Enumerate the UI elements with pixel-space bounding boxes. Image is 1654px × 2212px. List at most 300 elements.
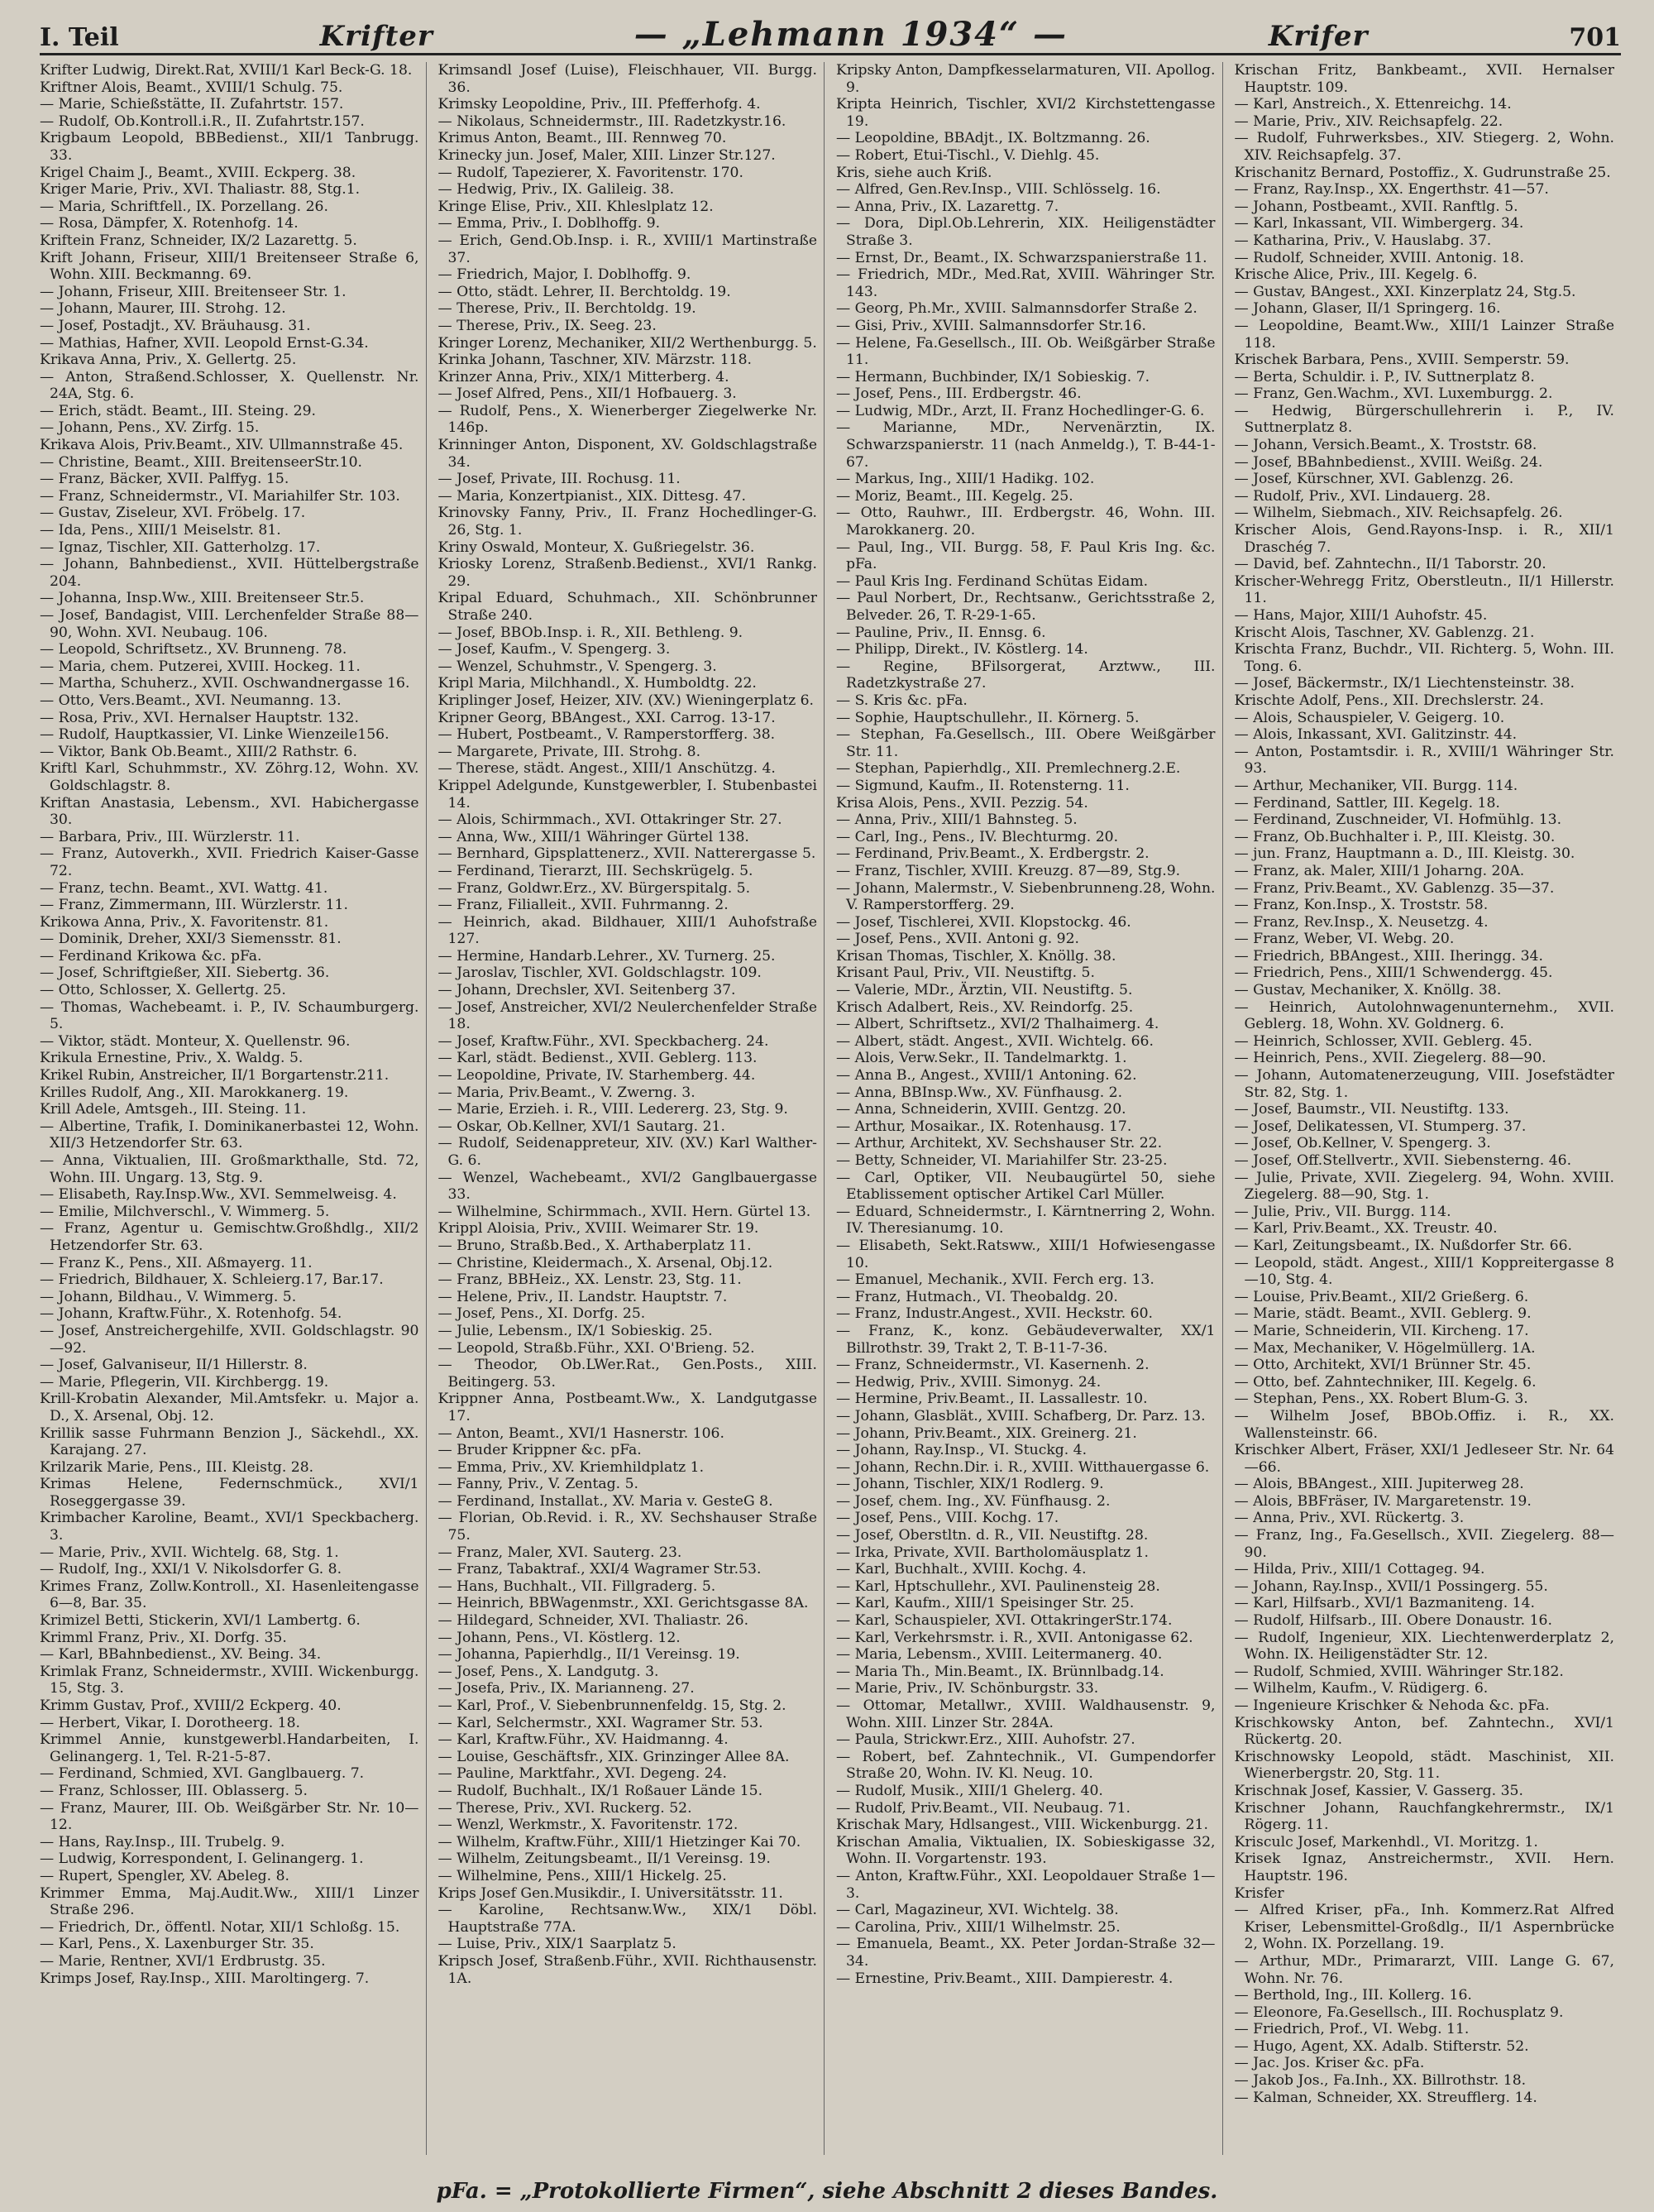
directory-entry: — Rudolf, Ob.Kontroll.i.R., II. Zufahrtstr.157. bbox=[40, 113, 365, 130]
directory-entry: Krikava Alois, Priv.Beamt., XIV. Ullmannstraße 45. bbox=[40, 437, 404, 454]
directory-entry: — Hermann, Buchbinder, IX/1 Sobieskig. 7. bbox=[836, 368, 1150, 385]
directory-entry: — Mathias, Hafner, XVII. Leopold Ernst-G.34. bbox=[40, 334, 369, 352]
directory-entry: — Oskar, Ob.Kellner, XVI/1 Sautarg. 21. bbox=[437, 1118, 725, 1135]
directory-entry: Krischnak Josef, Kassier, V. Gasserg. 35. bbox=[1234, 1782, 1523, 1799]
directory-entry: — Helene, Priv., II. Landstr. Hauptstr. 7. bbox=[437, 1288, 728, 1305]
directory-entry: — Anna, BBInsp.Ww., XV. Fünfhausg. 2. bbox=[836, 1084, 1123, 1101]
directory-entry: Krisch Adalbert, Reis., XV. Reindorfg. 25. bbox=[836, 998, 1134, 1016]
directory-entry: Krischker Albert, Fräser, XXI/1 Jedleseer Str. Nr. 64—66. bbox=[1234, 1442, 1614, 1476]
directory-entry: — Franz, Priv.Beamt., XV. Gablenzg. 35—37. bbox=[1234, 879, 1555, 897]
page-header bbox=[40, 15, 1621, 55]
directory-entry: — Johann, Pens., XV. Zirfg. 15. bbox=[40, 419, 260, 437]
directory-entry: — Anton, Straßend.Schlosser, X. Quellenstr. Nr. 24A, Stg. 6. bbox=[40, 368, 419, 403]
directory-entry: — Josef, Kraftw.Führ., XVI. Speckbacherg. 24. bbox=[437, 1032, 769, 1050]
directory-entry: — Hugo, Agent, XX. Adalb. Stifterstr. 52. bbox=[1234, 2037, 1529, 2055]
directory-entry: Kripal Eduard, Schuhmach., XII. Schönbrunner Straße 240. bbox=[437, 590, 817, 624]
directory-entry: — Fanny, Priv., V. Zentag. 5. bbox=[437, 1476, 638, 1493]
directory-entry: — Otto, Architekt, XVI/1 Brünner Str. 45. bbox=[1234, 1357, 1532, 1374]
directory-entry: — Ferdinand, Schmied, XVI. Ganglbauerg. 7. bbox=[40, 1765, 365, 1783]
directory-entry: — Maria, Priv.Beamt., V. Zwerng. 3. bbox=[437, 1084, 696, 1101]
directory-entry: — Leopold, Schriftsetz., XV. Brunneng. 78. bbox=[40, 641, 347, 658]
directory-entry: — Rudolf, Fuhrwerksbes., XIV. Stiegerg. 2, Wohn. XIV. Reichsapfelg. 37. bbox=[1234, 130, 1614, 164]
directory-entry: — Josef, Pens., X. Landgutg. 3. bbox=[437, 1663, 659, 1680]
directory-entry: — Franz, K., konz. Gebäudeverwalter, XX/1 Billrothstr. 39, Trakt 2, T. B-11-7-36. bbox=[836, 1322, 1216, 1357]
directory-entry: Krimps Josef, Ray.Insp., XIII. Maroltingerg. 7. bbox=[40, 1970, 370, 1987]
directory-entry: — Nikolaus, Schneidermstr., III. Radetzkystr.16. bbox=[437, 113, 786, 130]
column-3 bbox=[836, 62, 1223, 2155]
directory-entry: — Josefa, Priv., IX. Marianneng. 27. bbox=[437, 1680, 695, 1697]
directory-entry: Krisculc Josef, Markenhdl., VI. Moritzg. 1. bbox=[1234, 1833, 1538, 1851]
directory-entry: — Wenzl, Werkmstr., X. Favoritenstr. 172. bbox=[437, 1817, 739, 1834]
directory-entry: — Ferdinand, Priv.Beamt., X. Erdbergstr. 2. bbox=[836, 845, 1150, 863]
directory-entry: — Theodor, Ob.LWer.Rat., Gen.Posts., XIII. Beitingerg. 53. bbox=[437, 1357, 817, 1391]
directory-entry: Krisan Thomas, Tischler, X. Knöllg. 38. bbox=[836, 947, 1116, 965]
directory-entry: Kriger Marie, Priv., XVI. Thaliastr. 88, Stg.1. bbox=[40, 181, 361, 199]
directory-entry: — Josef, Galvaniseur, II/1 Hillerstr. 8. bbox=[40, 1357, 308, 1374]
directory-entry: Krimmer Emma, Maj.Audit.Ww., XIII/1 Linzer Straße 296. bbox=[40, 1884, 419, 1919]
directory-entry: — Jac. Jos. Kriser &c. pFa. bbox=[1234, 2055, 1425, 2072]
directory-entry: — Therese, städt. Angest., XIII/1 Anschützg. 4. bbox=[437, 760, 776, 778]
directory-entry: — Josef, Pens., III. Erdbergstr. 46. bbox=[836, 385, 1082, 403]
directory-entry: — Rudolf, Ingenieur, XIX. Liechtenwerderplatz 2, Wohn. IX. Heiligenstädter Str. 12. bbox=[1234, 1629, 1614, 1664]
section-label: I. Teil bbox=[40, 23, 119, 52]
directory-entry: Krigel Chaim J., Beamt., XVIII. Eckperg. 38. bbox=[40, 164, 356, 181]
directory-entry: — Johann, Postbeamt., XVII. Ranftlg. 5. bbox=[1234, 198, 1518, 215]
directory-entry: — Elisabeth, Sekt.Ratsww., XIII/1 Hofwiesengasse 10. bbox=[836, 1237, 1216, 1271]
directory-entry: — Johanna, Papierhdlg., II/1 Vereinsg. 19. bbox=[437, 1646, 740, 1664]
directory-entry: — Johann, Malermstr., V. Siebenbrunneng.28, Wohn. V. Ramperstorfferg. 29. bbox=[836, 879, 1216, 914]
directory-entry: — Friedrich, Pens., XIII/1 Schwendergg. 45. bbox=[1234, 965, 1553, 982]
directory-entry: Krips Josef Gen.Musikdir., I. Universitätsstr. 11. bbox=[437, 1884, 783, 1902]
directory-entry: — Karl, Kaufm., XIII/1 Speisinger Str. 25. bbox=[836, 1595, 1135, 1612]
directory-entry: — Ernst, Dr., Beamt., IX. Schwarzspanierstraße 11. bbox=[836, 249, 1207, 266]
directory-entry: — Leopoldine, BBAdjt., IX. Boltzmanng. 26. bbox=[836, 130, 1150, 147]
directory-entry: Krimml Franz, Priv., XI. Dorfg. 35. bbox=[40, 1629, 287, 1646]
right-catchword: Krifer bbox=[1268, 20, 1369, 53]
directory-entry: — Carl, Optiker, VII. Neubaugürtel 50, siehe Etablissement optischer Artikel Carl Müller. bbox=[836, 1169, 1216, 1204]
directory-entry: — Stephan, Fa.Gesellsch., III. Obere Weißgärber Str. 11. bbox=[836, 726, 1216, 760]
directory-entry: Krinecky jun. Josef, Maler, XIII. Linzer Str.127. bbox=[437, 146, 776, 164]
directory-entry: — Gustav, BAngest., XXI. Kinzerplatz 24, Stg.5. bbox=[1234, 283, 1576, 300]
directory-entry: — Dominik, Dreher, XXI/3 Siemensstr. 81. bbox=[40, 931, 342, 948]
directory-entry: — Franz, ak. Maler, XIII/1 Joharng. 20A. bbox=[1234, 862, 1525, 879]
directory-entry: Krikula Ernestine, Priv., X. Waldg. 5. bbox=[40, 1050, 304, 1067]
directory-entry: — Johann, Bahnbedienst., XVII. Hüttelbergstraße 204. bbox=[40, 556, 419, 590]
directory-entry: — Marie, Erzieh. i. R., VIII. Ledererg. 23, Stg. 9. bbox=[437, 1101, 788, 1118]
directory-entry: — Karl, Kraftw.Führ., XV. Haidmanng. 4. bbox=[437, 1731, 729, 1749]
directory-entry: Krischta Franz, Buchdr., VII. Richterg. 5, Wohn. III. Tong. 6. bbox=[1234, 641, 1614, 675]
directory-entry: — Johann, Drechsler, XVI. Seitenberg 37. bbox=[437, 982, 736, 999]
directory-entry: — Wilhelmine, Pens., XIII/1 Hickelg. 25. bbox=[437, 1867, 727, 1884]
directory-entry: — Friedrich, BBAngest., XIII. Iheringg. 34. bbox=[1234, 947, 1543, 965]
directory-entry: — Ida, Pens., XIII/1 Meiselstr. 81. bbox=[40, 522, 281, 539]
directory-entry: — Rudolf, Priv., XVI. Lindauerg. 28. bbox=[1234, 487, 1491, 505]
directory-entry: — Arthur, Architekt, XV. Sechshauser Str. 22. bbox=[836, 1135, 1163, 1152]
directory-entry: — Eleonore, Fa.Gesellsch., III. Rochusplatz 9. bbox=[1234, 2004, 1564, 2021]
directory-entry: — Ferdinand, Installat., XV. Maria v. GesteG 8. bbox=[437, 1492, 773, 1510]
directory-entry: — Maria, chem. Putzerei, XVIII. Hockeg. 11. bbox=[40, 658, 361, 675]
directory-entry: — Sophie, Hauptschullehr., II. Körnerg. 5. bbox=[836, 709, 1140, 726]
directory-entry: — Robert, Etui-Tischl., V. Diehlg. 45. bbox=[836, 146, 1100, 164]
directory-entry: — Wilhelm, Zeitungsbeamt., II/1 Vereinsg. 19. bbox=[437, 1851, 771, 1868]
directory-entry: — Ludwig, MDr., Arzt, II. Franz Hochedlinger-G. 6. bbox=[836, 402, 1205, 419]
directory-entry: — Josef, BBOb.Insp. i. R., XII. Bethleng. 9. bbox=[437, 624, 743, 641]
directory-entry: — Josef, BBahnbedienst., XVIII. Weißg. 24. bbox=[1234, 453, 1543, 471]
directory-entry: — Stephan, Pens., XX. Robert Blum-G. 3. bbox=[1234, 1391, 1528, 1408]
directory-entry: Krischanitz Bernard, Postoffiz., X. Gudrunstraße 25. bbox=[1234, 164, 1611, 181]
directory-entry: — Hedwig, Bürgerschullehrerin i. P., IV. Suttnerplatz 8. bbox=[1234, 402, 1614, 437]
directory-entry: — Ferdinand, Zuschneider, VI. Hofmühlg. 13. bbox=[1234, 812, 1562, 829]
directory-entry: — Julie, Private, XVII. Ziegelerg. 94, Wohn. XVIII. Ziegelerg. 88—90, Stg. 1. bbox=[1234, 1169, 1614, 1204]
directory-title: — „Lehmann 1934“ — bbox=[633, 15, 1068, 54]
directory-entry: — Karl, Prof., V. Siebenbrunnenfeldg. 15, Stg. 2. bbox=[437, 1697, 786, 1714]
directory-entry: — Josef, Tischlerei, XVII. Klopstockg. 46. bbox=[836, 913, 1131, 931]
directory-entry: Krilles Rudolf, Ang., XII. Marokkanerg. 19. bbox=[40, 1084, 349, 1101]
directory-entry: — Johann, Pens., VI. Köstlerg. 12. bbox=[437, 1629, 681, 1646]
directory-entry: — Johann, Priv.Beamt., XIX. Greinerg. 21. bbox=[836, 1424, 1137, 1442]
directory-entry: — Paul, Ing., VII. Burgg. 58, F. Paul Kris Ing. &c. pFa. bbox=[836, 539, 1216, 573]
directory-entry: Krill-Krobatin Alexander, Mil.Amtsfekr. u. Major a. D., X. Arsenal, Obj. 12. bbox=[40, 1391, 419, 1424]
directory-entry: — Karl, städt. Bedienst., XVII. Geblerg. 113. bbox=[437, 1050, 758, 1067]
directory-entry: — Karl, Hilfsarb., XVI/1 Bazmaniteng. 14. bbox=[1234, 1595, 1535, 1612]
directory-entry: — Valerie, MDr., Ärztin, VII. Neustiftg. 5. bbox=[836, 982, 1133, 999]
directory-entry: — Karl, Zeitungsbeamt., IX. Nußdorfer Str. 66. bbox=[1234, 1237, 1572, 1254]
directory-entry: — Anna B., Angest., XVIII/1 Antoning. 62. bbox=[836, 1067, 1137, 1084]
directory-entry: Krischek Barbara, Pens., XVIII. Semperstr. 59. bbox=[1234, 352, 1570, 369]
directory-entry: Krimizel Betti, Stickerin, XVI/1 Lambertg. 6. bbox=[40, 1612, 361, 1630]
directory-entry: — Rudolf, Tapezierer, X. Favoritenstr. 170. bbox=[437, 164, 743, 181]
directory-entry: Krippel Adelgunde, Kunstgewerbler, I. Stubenbastei 14. bbox=[437, 777, 817, 812]
directory-entry: — Regine, BFilsorgerat, Arztww., III. Radetzkystraße 27. bbox=[836, 658, 1216, 692]
directory-entry: — Wenzel, Wachebeamt., XVI/2 Ganglbauergasse 33. bbox=[437, 1169, 817, 1204]
directory-entry: — Franz, Tischler, XVIII. Kreuzg. 87—89, Stg.9. bbox=[836, 862, 1181, 879]
directory-entry: Krimas Helene, Federnschmück., XVI/1 Roseggergasse 39. bbox=[40, 1476, 419, 1510]
directory-entry: — Kalman, Schneider, XX. Streufflerg. 14. bbox=[1234, 2089, 1537, 2106]
directory-entry: — Franz, Ob.Buchhalter i. P., III. Kleistg. 30. bbox=[1234, 828, 1556, 845]
directory-entry: — Jakob Jos., Fa.Inh., XX. Billrothstr. 18. bbox=[1234, 2072, 1527, 2090]
directory-entry: — Josef, Ob.Kellner, V. Spengerg. 3. bbox=[1234, 1135, 1491, 1152]
directory-entry: — Maria, Konzertpianist., XIX. Dittesg. 47. bbox=[437, 487, 746, 505]
directory-entry: — Rudolf, Hilfsarb., III. Obere Donaustr. 16. bbox=[1234, 1612, 1552, 1630]
directory-entry: — Karoline, Rechtsanw.Ww., XIX/1 Döbl. Hauptstraße 77A. bbox=[437, 1902, 817, 1936]
directory-entry: — Anton, Beamt., XVI/1 Hasnerstr. 106. bbox=[437, 1424, 724, 1442]
directory-entry: — Franz, Ray.Insp., XX. Engerthstr. 41—57. bbox=[1234, 181, 1549, 199]
directory-entry: — Josef, Pens., XI. Dorfg. 25. bbox=[437, 1305, 646, 1323]
directory-entry: Kringe Elise, Priv., XII. Khleslplatz 12. bbox=[437, 198, 714, 215]
directory-entry: — Rosa, Priv., XVI. Hernalser Hauptstr. 132. bbox=[40, 709, 359, 726]
directory-entry: — Karl, Priv.Beamt., XX. Treustr. 40. bbox=[1234, 1220, 1498, 1238]
directory-entry: — Albert, städt. Angest., XVII. Wichtelg. 66. bbox=[836, 1032, 1154, 1050]
directory-entry: Krischan Fritz, Bankbeamt., XVII. Hernalser Hauptstr. 109. bbox=[1234, 62, 1614, 96]
directory-entry: — Maria, Lebensm., XVIII. Leitermanerg. 40. bbox=[836, 1646, 1163, 1664]
directory-entry: — Josef, Baumstr., VII. Neustiftg. 133. bbox=[1234, 1101, 1509, 1118]
directory-entry: — Josef, Kaufm., V. Spengerg. 3. bbox=[437, 641, 671, 658]
directory-entry: — Karl, Inkassant, VII. Wimbergerg. 34. bbox=[1234, 215, 1524, 232]
directory-entry: — Johann, Glaser, II/1 Springerg. 16. bbox=[1234, 300, 1501, 318]
directory-entry: — Pauline, Marktfahr., XVI. Degeng. 24. bbox=[437, 1765, 728, 1783]
directory-entry: — Katharina, Priv., V. Hauslabg. 37. bbox=[1234, 232, 1492, 249]
directory-entry: — Markus, Ing., XIII/1 Hadikg. 102. bbox=[836, 471, 1095, 488]
directory-entry: — Rosa, Dämpfer, X. Rotenhofg. 14. bbox=[40, 215, 299, 232]
directory-entry: — Johann, Kraftw.Führ., X. Rotenhofg. 54. bbox=[40, 1305, 342, 1323]
directory-entry: — Emanuel, Mechanik., XVII. Ferch erg. 13. bbox=[836, 1271, 1154, 1289]
directory-entry: — Florian, Ob.Revid. i. R., XV. Sechshauser Straße 75. bbox=[437, 1510, 817, 1544]
directory-entry: Krinninger Anton, Disponent, XV. Goldschlagstraße 34. bbox=[437, 437, 817, 471]
directory-entry: — Josef, Pens., VIII. Kochg. 17. bbox=[836, 1510, 1059, 1527]
directory-entry: — Rudolf, Hauptkassier, VI. Linke Wienzeile156. bbox=[40, 726, 390, 744]
directory-entry: — Paul Kris Ing. Ferdinand Schütas Eidam. bbox=[836, 572, 1149, 590]
directory-entry: Kripsch Josef, Straßenb.Führ., XVII. Richthausenstr. 1A. bbox=[437, 1952, 817, 1987]
directory-entry: — Berta, Schuldir. i. P., IV. Suttnerplatz 8. bbox=[1234, 368, 1535, 385]
directory-entry: — Ludwig, Korrespondent, I. Gelinangerg. 1. bbox=[40, 1851, 364, 1868]
directory-entry: — Rudolf, Schneider, XVIII. Antonig. 18. bbox=[1234, 249, 1524, 266]
directory-entry: — Maria, Schriftfell., IX. Porzellang. 26. bbox=[40, 198, 328, 215]
directory-entry: — Berthold, Ing., III. Kollerg. 16. bbox=[1234, 1987, 1472, 2004]
directory-entry: Kripsky Anton, Dampfkesselarmaturen, VII. Apollog. 9. bbox=[836, 62, 1216, 96]
directory-entry: — Therese, Priv., IX. Seeg. 23. bbox=[437, 317, 657, 334]
directory-entry: Kriftein Franz, Schneider, IX/2 Lazarettg. 5. bbox=[40, 232, 357, 249]
page-number: 701 bbox=[1569, 23, 1621, 52]
directory-entry: Krinovsky Fanny, Priv., II. Franz Hochedlinger-G. 26, Stg. 1. bbox=[437, 505, 817, 539]
directory-entry: — Ernestine, Priv.Beamt., XIII. Dampierestr. 4. bbox=[836, 1970, 1174, 1987]
directory-entry: — Louise, Geschäftsfr., XIX. Grinzinger Allee 8A. bbox=[437, 1748, 790, 1765]
directory-entry: — Paula, Strickwr.Erz., XIII. Auhofstr. 27. bbox=[836, 1731, 1135, 1749]
directory-entry: — Johann, Versich.Beamt., X. Troststr. 68. bbox=[1234, 437, 1537, 454]
directory-entry: — Anna, Priv., IX. Lazarettg. 7. bbox=[836, 198, 1059, 215]
directory-entry: — Rudolf, Schmied, XVIII. Währinger Str.182. bbox=[1234, 1663, 1564, 1680]
directory-entry: — Arthur, Mosaikar., IX. Rotenhausg. 17. bbox=[836, 1118, 1132, 1135]
directory-entry: — Wilhelm, Kraftw.Führ., XIII/1 Hietzinger Kai 70. bbox=[437, 1833, 801, 1851]
directory-entry: — Ferdinand Krikowa &c. pFa. bbox=[40, 947, 262, 965]
directory-entry: — Marianne, MDr., Nervenärztin, IX. Schwarzspanierstr. 11 (nach Anmeldg.), T. B-44-1-67. bbox=[836, 419, 1216, 471]
directory-entry: — Hedwig, Priv., IX. Galileig. 38. bbox=[437, 181, 675, 199]
directory-entry: — Therese, Priv., II. Berchtoldg. 19. bbox=[437, 300, 696, 318]
directory-entry: — Otto, Schlosser, X. Gellertg. 25. bbox=[40, 982, 286, 999]
directory-entry: — Christine, Kleidermach., X. Arsenal, Obj.12. bbox=[437, 1254, 773, 1271]
directory-entry: — Franz K., Pens., XII. Aßmayerg. 11. bbox=[40, 1254, 313, 1271]
directory-entry: — Ignaz, Tischler, XII. Gatterholzg. 17. bbox=[40, 539, 321, 556]
directory-entry: — Barbara, Priv., III. Würzlerstr. 11. bbox=[40, 828, 300, 845]
directory-entry: — Helene, Fa.Gesellsch., III. Ob. Weißgärber Straße 11. bbox=[836, 334, 1216, 369]
column-1 bbox=[40, 62, 427, 2155]
directory-entry: — Franz, Schneidermstr., VI. Mariahilfer Str. 103. bbox=[40, 487, 400, 505]
directory-entry: Kripta Heinrich, Tischler, XVI/2 Kirchstettengasse 19. bbox=[836, 96, 1216, 130]
directory-entry: — Wenzel, Schuhmstr., V. Spengerg. 3. bbox=[437, 658, 717, 675]
directory-entry: — Franz, Tabaktraf., XXI/4 Wagramer Str.53. bbox=[437, 1561, 762, 1578]
directory-entry: — Friedrich, Bildhauer, X. Schleierg.17, Bar.17. bbox=[40, 1271, 384, 1289]
directory-entry: — Franz, Rev.Insp., X. Neusetzg. 4. bbox=[1234, 913, 1489, 931]
directory-entry: — Josef, Private, III. Rochusg. 11. bbox=[437, 471, 681, 488]
directory-entry: — Heinrich, Schlosser, XVII. Geblerg. 45. bbox=[1234, 1032, 1532, 1050]
directory-entry: Krischak Mary, Hdlsangest., VIII. Wickenburgg. 21. bbox=[836, 1817, 1208, 1834]
directory-entry: — Emanuela, Beamt., XX. Peter Jordan-Straße 32—34. bbox=[836, 1936, 1216, 1970]
directory-entry: — Franz, Autoverkh., XVII. Friedrich Kaiser-Gasse 72. bbox=[40, 845, 419, 879]
directory-entry: Krinzer Anna, Priv., XIX/1 Mitterberg. 4. bbox=[437, 368, 729, 385]
directory-entry: — Josef Alfred, Pens., XII/1 Hofbauerg. 3. bbox=[437, 385, 737, 403]
directory-entry: — Franz, Weber, VI. Webg. 20. bbox=[1234, 931, 1455, 948]
directory-entry: Kriftner Alois, Beamt., XVIII/1 Schulg. 75. bbox=[40, 79, 343, 96]
directory-entry: — Hubert, Postbeamt., V. Ramperstorfferg. 38. bbox=[437, 726, 776, 744]
directory-entry: — Christine, Beamt., XIII. BreitenseerStr.10. bbox=[40, 453, 362, 471]
directory-entry: — Carl, Magazineur, XVI. Wichtelg. 38. bbox=[836, 1902, 1119, 1919]
directory-entry: Krill Adele, Amtsgeh., III. Steing. 11. bbox=[40, 1101, 307, 1118]
directory-entry: — Arthur, Mechaniker, VII. Burgg. 114. bbox=[1234, 777, 1518, 794]
directory-entry: — Wilhelm, Kaufm., V. Rüdigerg. 6. bbox=[1234, 1680, 1489, 1697]
directory-entry: Krimlak Franz, Schneidermstr., XVIII. Wickenburgg. 15, Stg. 3. bbox=[40, 1663, 419, 1697]
directory-entry: — Otto, städt. Lehrer, II. Berchtoldg. 19. bbox=[437, 283, 731, 300]
directory-entry: — Rupert, Spengler, XV. Abeleg. 8. bbox=[40, 1867, 289, 1884]
directory-entry: — Wilhelm Josef, BBOb.Offiz. i. R., XX. Wallensteinstr. 66. bbox=[1234, 1407, 1614, 1442]
directory-entry: — Herbert, Vikar, I. Dorotheerg. 18. bbox=[40, 1714, 300, 1731]
directory-entry: Kriftl Karl, Schuhmmstr., XV. Zöhrg.12, Wohn. XV. Goldschlagstr. 8. bbox=[40, 760, 419, 794]
directory-entry: Krischkowsky Anton, bef. Zahntechn., XVI/1 Rückertg. 20. bbox=[1234, 1714, 1614, 1749]
directory-entry: — Josef, Bandagist, VIII. Lerchenfelder Straße 88—90, Wohn. XVI. Neubaug. 106. bbox=[40, 607, 419, 641]
directory-entry: — Bernhard, Gipsplattenerz., XVII. Natterergasse 5. bbox=[437, 845, 816, 863]
directory-entry: Kriplinger Josef, Heizer, XIV. (XV.) Wieningerplatz 6. bbox=[437, 692, 814, 709]
directory-entry: — jun. Franz, Hauptmann a. D., III. Kleistg. 30. bbox=[1234, 845, 1575, 863]
directory-entry: — Josef, Delikatessen, VI. Stumperg. 37. bbox=[1234, 1118, 1527, 1135]
directory-entry: — Rudolf, Priv.Beamt., VII. Neubaug. 71. bbox=[836, 1799, 1131, 1817]
directory-entry: — Josef, Postadjt., XV. Bräuhausg. 31. bbox=[40, 317, 311, 334]
directory-entry: — Pauline, Priv., II. Ennsg. 6. bbox=[836, 624, 1046, 641]
directory-entry: — Hermine, Handarb.Lehrer., XV. Turnerg. 25. bbox=[437, 947, 776, 965]
directory-entry: — Erich, städt. Beamt., III. Steing. 29. bbox=[40, 402, 316, 419]
directory-entry: — Martha, Schuherz., XVII. Oschwandnergasse 16. bbox=[40, 675, 410, 692]
directory-entry: — Johann, Ray.Insp., VI. Stuckg. 4. bbox=[836, 1442, 1088, 1459]
directory-entry: — Paul Norbert, Dr., Rechtsanw., Gerichtsstraße 2, Belveder. 26, T. R-29-1-65. bbox=[836, 590, 1216, 624]
directory-entry: — Bruno, Straßb.Bed., X. Arthaberplatz 11. bbox=[437, 1237, 752, 1254]
directory-entry: — Otto, Vers.Beamt., XVI. Neumanng. 13. bbox=[40, 692, 342, 709]
directory-entry: — Hildegard, Schneider, XVI. Thaliastr. 26. bbox=[437, 1612, 749, 1630]
directory-entry: — Johann, Rechn.Dir. i. R., XVIII. Witthauergasse 6. bbox=[836, 1458, 1210, 1476]
directory-entry: — Heinrich, Pens., XVII. Ziegelerg. 88—90. bbox=[1234, 1050, 1546, 1067]
directory-entry: — Bruder Krippner &c. pFa. bbox=[437, 1442, 642, 1459]
directory-entry: Krillik sasse Fuhrmann Benzion J., Säckehdl., XX. Karajang. 27. bbox=[40, 1424, 419, 1459]
directory-entry: Krimes Franz, Zollw.Kontroll., XI. Hasenleitengasse 6—8, Bar. 35. bbox=[40, 1578, 419, 1612]
directory-entry: Krisek Ignaz, Anstreichermstr., XVII. Hern. Hauptstr. 196. bbox=[1234, 1851, 1614, 1884]
directory-entry: — Alois, Inkassant, XVI. Galitzinstr. 44. bbox=[1234, 726, 1518, 744]
directory-entry: Krift Johann, Friseur, XIII/1 Breitenseer Straße 6, Wohn. XIII. Beckmanng. 69. bbox=[40, 249, 419, 284]
directory-entry: Krischnowsky Leopold, städt. Maschinist, XII. Wienerbergstr. 20, Stg. 11. bbox=[1234, 1748, 1614, 1783]
directory-entry: — Karl, Hptschullehr., XVI. Paulinensteig 28. bbox=[836, 1578, 1160, 1595]
directory-entry: — Josef, Anstreicher, XVI/2 Neulerchenfelder Straße 18. bbox=[437, 998, 817, 1033]
directory-entry: — Josef, chem. Ing., XV. Fünfhausg. 2. bbox=[836, 1492, 1111, 1510]
directory-entry: — Anna, Schneiderin, XVIII. Gentzg. 20. bbox=[836, 1101, 1126, 1118]
directory-entry: — Hans, Ray.Insp., III. Trubelg. 9. bbox=[40, 1833, 285, 1851]
directory-entry: — Friedrich, MDr., Med.Rat, XVIII. Währinger Str. 143. bbox=[836, 266, 1216, 300]
directory-entry: — Marie, städt. Beamt., XVII. Geblerg. 9. bbox=[1234, 1305, 1532, 1323]
directory-entry: — Franz, Goldwr.Erz., XV. Bürgerspitalg. 5. bbox=[437, 879, 751, 897]
directory-entry: — Louise, Priv.Beamt., XII/2 Grießerg. 6. bbox=[1234, 1288, 1529, 1305]
directory-entry: — Friedrich, Major, I. Doblhoffg. 9. bbox=[437, 266, 691, 284]
directory-entry: — Alois, Schirmmach., XVI. Ottakringer Str. 27. bbox=[437, 812, 782, 829]
directory-entry: — Eduard, Schneidermstr., I. Kärntnerring 2, Wohn. IV. Theresianumg. 10. bbox=[836, 1203, 1216, 1238]
directory-entry: Kringer Lorenz, Mechaniker, XII/2 Werthenburgg. 5. bbox=[437, 334, 817, 352]
directory-entry: Krisa Alois, Pens., XVII. Pezzig. 54. bbox=[836, 794, 1088, 812]
directory-entry: Krimus Anton, Beamt., III. Rennweg 70. bbox=[437, 130, 727, 147]
directory-entry: Krisant Paul, Priv., VII. Neustiftg. 5. bbox=[836, 965, 1095, 982]
directory-entry: — Heinrich, BBWagenmstr., XXI. Gerichtsgasse 8A. bbox=[437, 1595, 809, 1612]
directory-entry: — Josef, Schriftgießer, XII. Siebertg. 36. bbox=[40, 965, 330, 982]
directory-entry: — Max, Mechaniker, V. Högelmüllerg. 1A. bbox=[1234, 1339, 1536, 1357]
directory-entry: — Heinrich, akad. Bildhauer, XIII/1 Auhofstraße 127. bbox=[437, 913, 817, 948]
footnote: pFa. = „Protokollierte Firmen“, siehe Abschnitt 2 dieses Bandes. bbox=[436, 2179, 1218, 2204]
directory-entry: — Karl, Buchhalt., XVIII. Kochg. 4. bbox=[836, 1561, 1087, 1578]
directory-entry: — Leopoldine, Beamt.Ww., XIII/1 Lainzer Straße 118. bbox=[1234, 317, 1614, 352]
directory-entry: — Marie, Priv., XVII. Wichtelg. 68, Stg. 1. bbox=[40, 1544, 339, 1561]
directory-entry: — S. Kris &c. pFa. bbox=[836, 692, 968, 709]
directory-entry: Krippner Anna, Postbeamt.Ww., X. Landgutgasse 17. bbox=[437, 1391, 817, 1424]
directory-entry: — Franz, BBHeiz., XX. Lenstr. 23, Stg. 11. bbox=[437, 1271, 742, 1289]
directory-entry: Krikava Anna, Priv., X. Gellertg. 25. bbox=[40, 352, 297, 369]
directory-entry: — Josef, Off.Stellvertr., XVII. Siebensterng. 46. bbox=[1234, 1152, 1572, 1169]
directory-entry: — Johanna, Insp.Ww., XIII. Breitenseer Str.5. bbox=[40, 590, 365, 607]
directory-entry: — Emma, Priv., I. Doblhoffg. 9. bbox=[437, 215, 661, 232]
directory-entry: — Johann, Automatenerzeugung, VIII. Josefstädter Str. 82, Stg. 1. bbox=[1234, 1067, 1614, 1101]
directory-entry: — Alois, Schauspieler, V. Geigerg. 10. bbox=[1234, 709, 1505, 726]
directory-entry: — Wilhelm, Siebmach., XIV. Reichsapfelg. 26. bbox=[1234, 505, 1563, 522]
directory-entry: — Josef, Bäckermstr., IX/1 Liechtensteinstr. 38. bbox=[1234, 675, 1575, 692]
directory-entry: — Josef, Anstreichergehilfe, XVII. Goldschlagstr. 90—92. bbox=[40, 1322, 419, 1357]
directory-entry: — Emilie, Milchverschl., V. Wimmerg. 5. bbox=[40, 1203, 330, 1220]
directory-entry: — Julie, Lebensm., IX/1 Sobieskig. 25. bbox=[437, 1322, 713, 1339]
directory-entry: — Julie, Priv., VII. Burgg. 114. bbox=[1234, 1203, 1451, 1220]
directory-entry: — Alois, Verw.Sekr., II. Tandelmarktg. 1. bbox=[836, 1050, 1127, 1067]
directory-entry: — Thomas, Wachebeamt. i. P., IV. Schaumburgerg. 5. bbox=[40, 998, 419, 1033]
directory-entry: Krische Alice, Priv., III. Kegelg. 6. bbox=[1234, 266, 1478, 284]
directory-entry: Krisfer bbox=[1234, 1884, 1284, 1902]
directory-entry: Krigbaum Leopold, BBBedienst., XII/1 Tanbrugg. 33. bbox=[40, 130, 419, 164]
directory-entry: — Emma, Priv., XV. Kriemhildplatz 1. bbox=[437, 1458, 705, 1476]
directory-entry: — Albert, Schriftsetz., XVI/2 Thalhaimerg. 4. bbox=[836, 1016, 1159, 1033]
directory-entry: — Philipp, Direkt., IV. Köstlerg. 14. bbox=[836, 641, 1088, 658]
directory-entry: — Josef, Kürschner, XVI. Gablenzg. 26. bbox=[1234, 471, 1514, 488]
directory-entry: — Robert, bef. Zahntechnik., VI. Gumpendorfer Straße 20, Wohn. IV. Kl. Neug. 10. bbox=[836, 1748, 1216, 1783]
directory-entry: — Anna, Ww., XIII/1 Währinger Gürtel 138. bbox=[437, 828, 749, 845]
directory-entry: — Franz, Hutmach., VI. Theobaldg. 20. bbox=[836, 1288, 1118, 1305]
directory-entry: Kris, siehe auch Kriß. bbox=[836, 164, 992, 181]
directory-entry: — Franz, Bäcker, XVII. Palffyg. 15. bbox=[40, 471, 289, 488]
directory-entry: — Hans, Major, XIII/1 Auhofstr. 45. bbox=[1234, 607, 1488, 624]
directory-entry: Kripner Georg, BBAngest., XXI. Carrog. 13-17. bbox=[437, 709, 776, 726]
directory-entry: — Leopoldine, Private, IV. Starhemberg. 44. bbox=[437, 1067, 756, 1084]
directory-entry: — Marie, Schießstätte, II. Zufahrtstr. 157. bbox=[40, 96, 344, 113]
directory-entry: — Anna, Priv., XVI. Rückertg. 3. bbox=[1234, 1510, 1465, 1527]
directory-entry: — Albertine, Trafik, I. Dominikanerbastei 12, Wohn. XII/3 Hetzendorfer Str. 63. bbox=[40, 1118, 419, 1152]
directory-entry: — Alois, BBAngest., XIII. Jupiterweg 28. bbox=[1234, 1476, 1524, 1493]
directory-entry: — Marie, Priv., IV. Schönburgstr. 33. bbox=[836, 1680, 1099, 1697]
directory-entry: — Franz, Zimmermann, III. Würzlerstr. 11. bbox=[40, 897, 348, 914]
directory-entry: — Therese, Priv., XVI. Ruckerg. 52. bbox=[437, 1799, 692, 1817]
directory-entry: Krimm Gustav, Prof., XVIII/2 Eckperg. 40. bbox=[40, 1697, 342, 1714]
directory-entry: — Gisi, Priv., XVIII. Salmannsdorfer Str.16. bbox=[836, 317, 1147, 334]
directory-entry: Krimmel Annie, kunstgewerbl.Handarbeiten, I. Gelinangerg. 1, Tel. R-21-5-87. bbox=[40, 1731, 419, 1765]
directory-entry: — Josef, Pens., XVII. Antoni g. 92. bbox=[836, 931, 1079, 948]
left-catchword: Krifter bbox=[319, 20, 433, 53]
directory-entry: — Marie, Schneiderin, VII. Kircheng. 17. bbox=[1234, 1322, 1529, 1339]
directory-entry: — Franz, Ing., Fa.Gesellsch., XVII. Ziegelerg. 88—90. bbox=[1234, 1527, 1614, 1561]
directory-entry: — Johann, Glasblät., XVIII. Schafberg, Dr. Parz. 13. bbox=[836, 1407, 1206, 1424]
directory-entry: — Karl, Verkehrsmstr. i. R., XVII. Antonigasse 62. bbox=[836, 1629, 1193, 1646]
directory-entry: — Johann, Ray.Insp., XVII/1 Possingerg. 55. bbox=[1234, 1578, 1548, 1595]
directory-entry: — Gustav, Mechaniker, X. Knöllg. 38. bbox=[1234, 982, 1502, 999]
column-2 bbox=[438, 62, 825, 2155]
directory-entry: — Otto, bef. Zahntechniker, III. Kegelg. 6. bbox=[1234, 1373, 1537, 1391]
directory-entry: — Marie, Pflegerin, VII. Kirchbergg. 19. bbox=[40, 1373, 329, 1391]
directory-entry: — Ferdinand, Tierarzt, III. Sechskrügelg. 5. bbox=[437, 862, 753, 879]
directory-entry: — Rudolf, Buchhalt., IX/1 Roßauer Lände 15. bbox=[437, 1782, 763, 1799]
directory-entry: — Otto, Rauhwr., III. Erdbergstr. 46, Wohn. III. Marokkanerg. 20. bbox=[836, 505, 1216, 539]
